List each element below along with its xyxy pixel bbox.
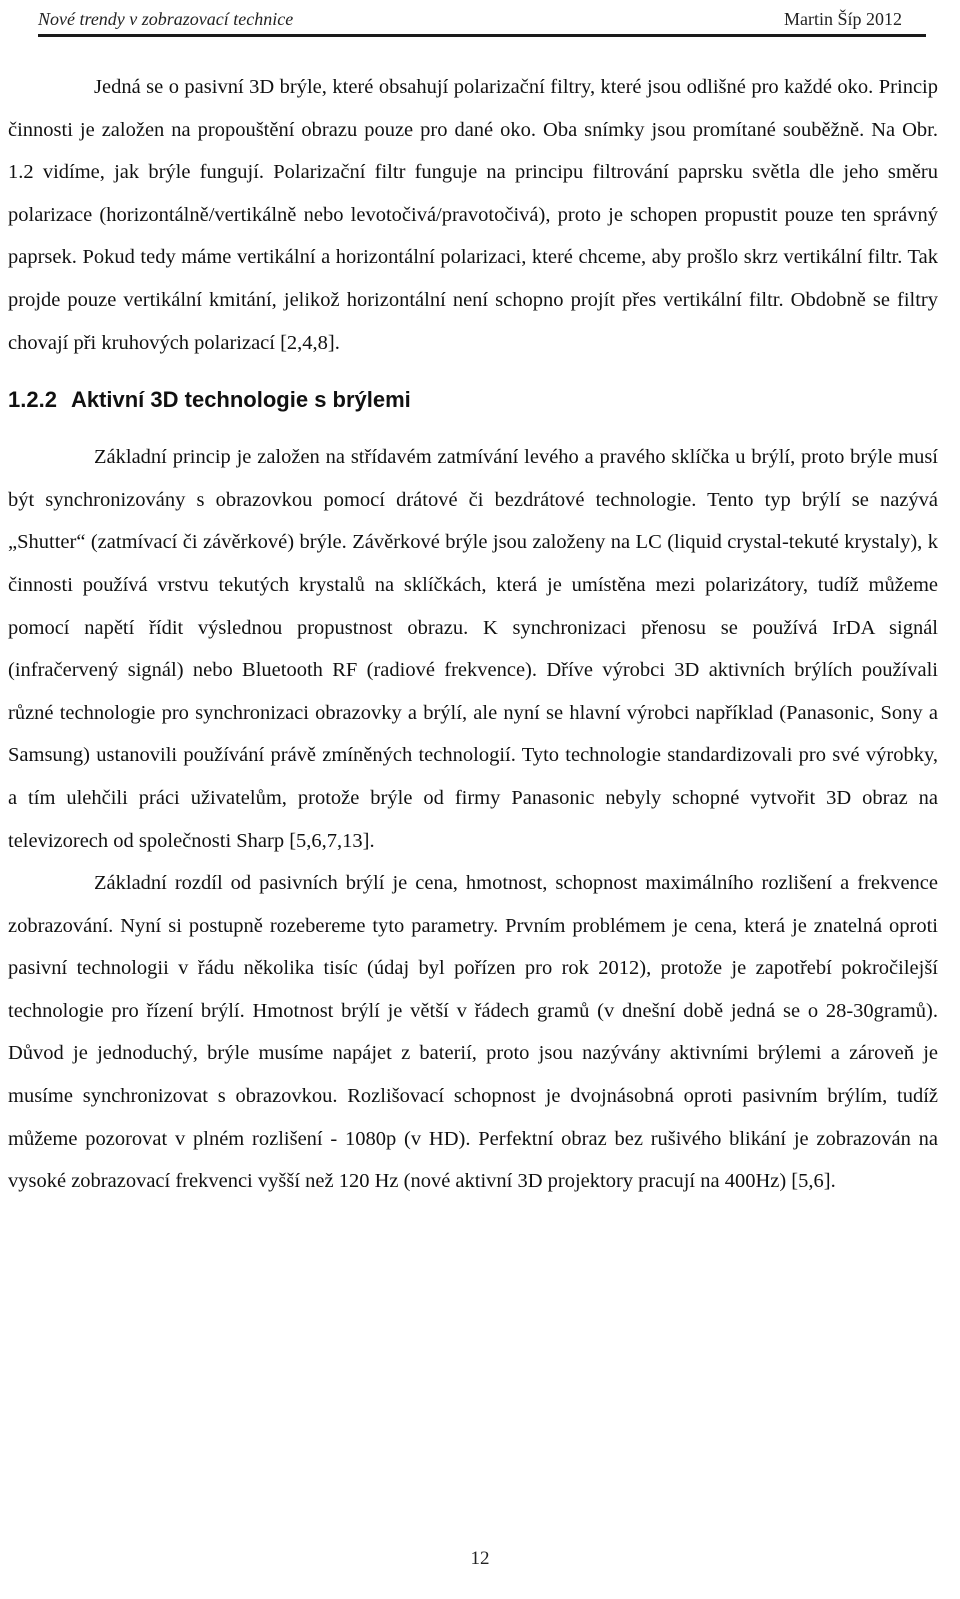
paragraph-passive-glasses: Jedná se o pasivní 3D brýle, které obsahují polarizační filtry, které jsou odlišné pro každé oko. Princip činnosti je založen na propouštění obrazu pouze pro dané oko. Oba snímky jsou promítané souběžně. Na Obr. 1.2 vidíme, jak brýle fungují. Polarizační filtr funguje na principu filtrování paprsku světla dle jeho směru polarizace (horizontálně/vertikálně nebo levotočivá/pravotočivá), proto je schopen propustit pouze ten správný paprsek. Pokud tedy máme vertikální a horizontální polarizaci, které chceme, aby prošlo skrz vertikální filtr. Tak projde pouze vertikální kmitání, jelikož horizontální není schopno projít přes vertikální filtr. Obdobně se filtry chovají při kruhových polarizací [2,4,8].	[8, 76, 938, 354]
header-author: Martin Šíp 2012	[783, 8, 902, 29]
section-title: Aktivní 3D technologie s brýlemi	[70, 387, 411, 413]
section-heading	[8, 378, 938, 422]
paragraph-active-principle: Základní princip je založen na střídavém zatmívání levého a pravého sklíčka u brýlí, proto brýle musí být synchronizovány s obrazovkou pomocí drátové či bezdrátové technologie. Tento typ brýlí se nazývá „Shutter“ (zatmívací či závěrkové) brýle. Závěrkové brýle jsou založeny na LC (liquid crystal-tekuté krystaly), k činnosti používá vrstvu tekutých krystalů na sklíčkách, která je umístěna mezi polarizátory, tudíž můžeme pomocí napětí řídit výslednou propustnost obrazu. K synchronizaci přenosu se používá IrDA signál (infračervený signál) nebo Bluetooth RF (radiové frekvence). Dříve výrobci 3D aktivních brýlích používali různé technologie pro synchronizaci obrazovky a brýlí, ale nyní se hlavní výrobci například (Panasonic, Sony a Samsung) ustanovili používání právě zmíněných technologií. Tyto technologie standardizovali pro své výrobky, a tím ulehčili práci uživatelům, protože brýle od firmy Panasonic nebyly schopné vytvořit 3D obraz na televizorech od společnosti Sharp [5,6,7,13].	[8, 446, 938, 852]
section-number: 1.2.2	[8, 387, 57, 413]
page-header	[38, 4, 902, 34]
document-body	[8, 66, 938, 1203]
header-rule	[38, 34, 926, 37]
page-number: 12	[470, 1548, 490, 1569]
header-title: Nové trendy v zobrazovací technice	[38, 8, 294, 29]
paragraph-active-differences: Základní rozdíl od pasivních brýlí je cena, hmotnost, schopnost maximálního rozlišení a frekvence zobrazování. Nyní si postupně rozebereme tyto parametry. Prvním problémem je cena, která je znatelná oproti pasivní technologii v řádu několika tisíc (údaj byl pořízen pro rok 2012), protože je zapotřebí pokročilejší technologie pro řízení brýlí. Hmotnost brýlí je větší v řádech gramů (v dnešní době jedná se o 28-30gramů). Důvod je jednoduchý, brýle musíme napájet z baterií, proto jsou nazývány aktivními brýlemi a zároveň je musíme synchronizovat s obrazovkou. Rozlišovací schopnost je dvojnásobná oproti pasivním brýlím, tudíž můžeme pozorovat v plném rozlišení - 1080p (v HD). Perfektní obraz bez rušivého blikání je zobrazován na vysoké zobrazovací frekvenci vyšší než 120 Hz (nové aktivní 3D projektory pracují na 400Hz) [5,6].	[8, 872, 938, 1193]
